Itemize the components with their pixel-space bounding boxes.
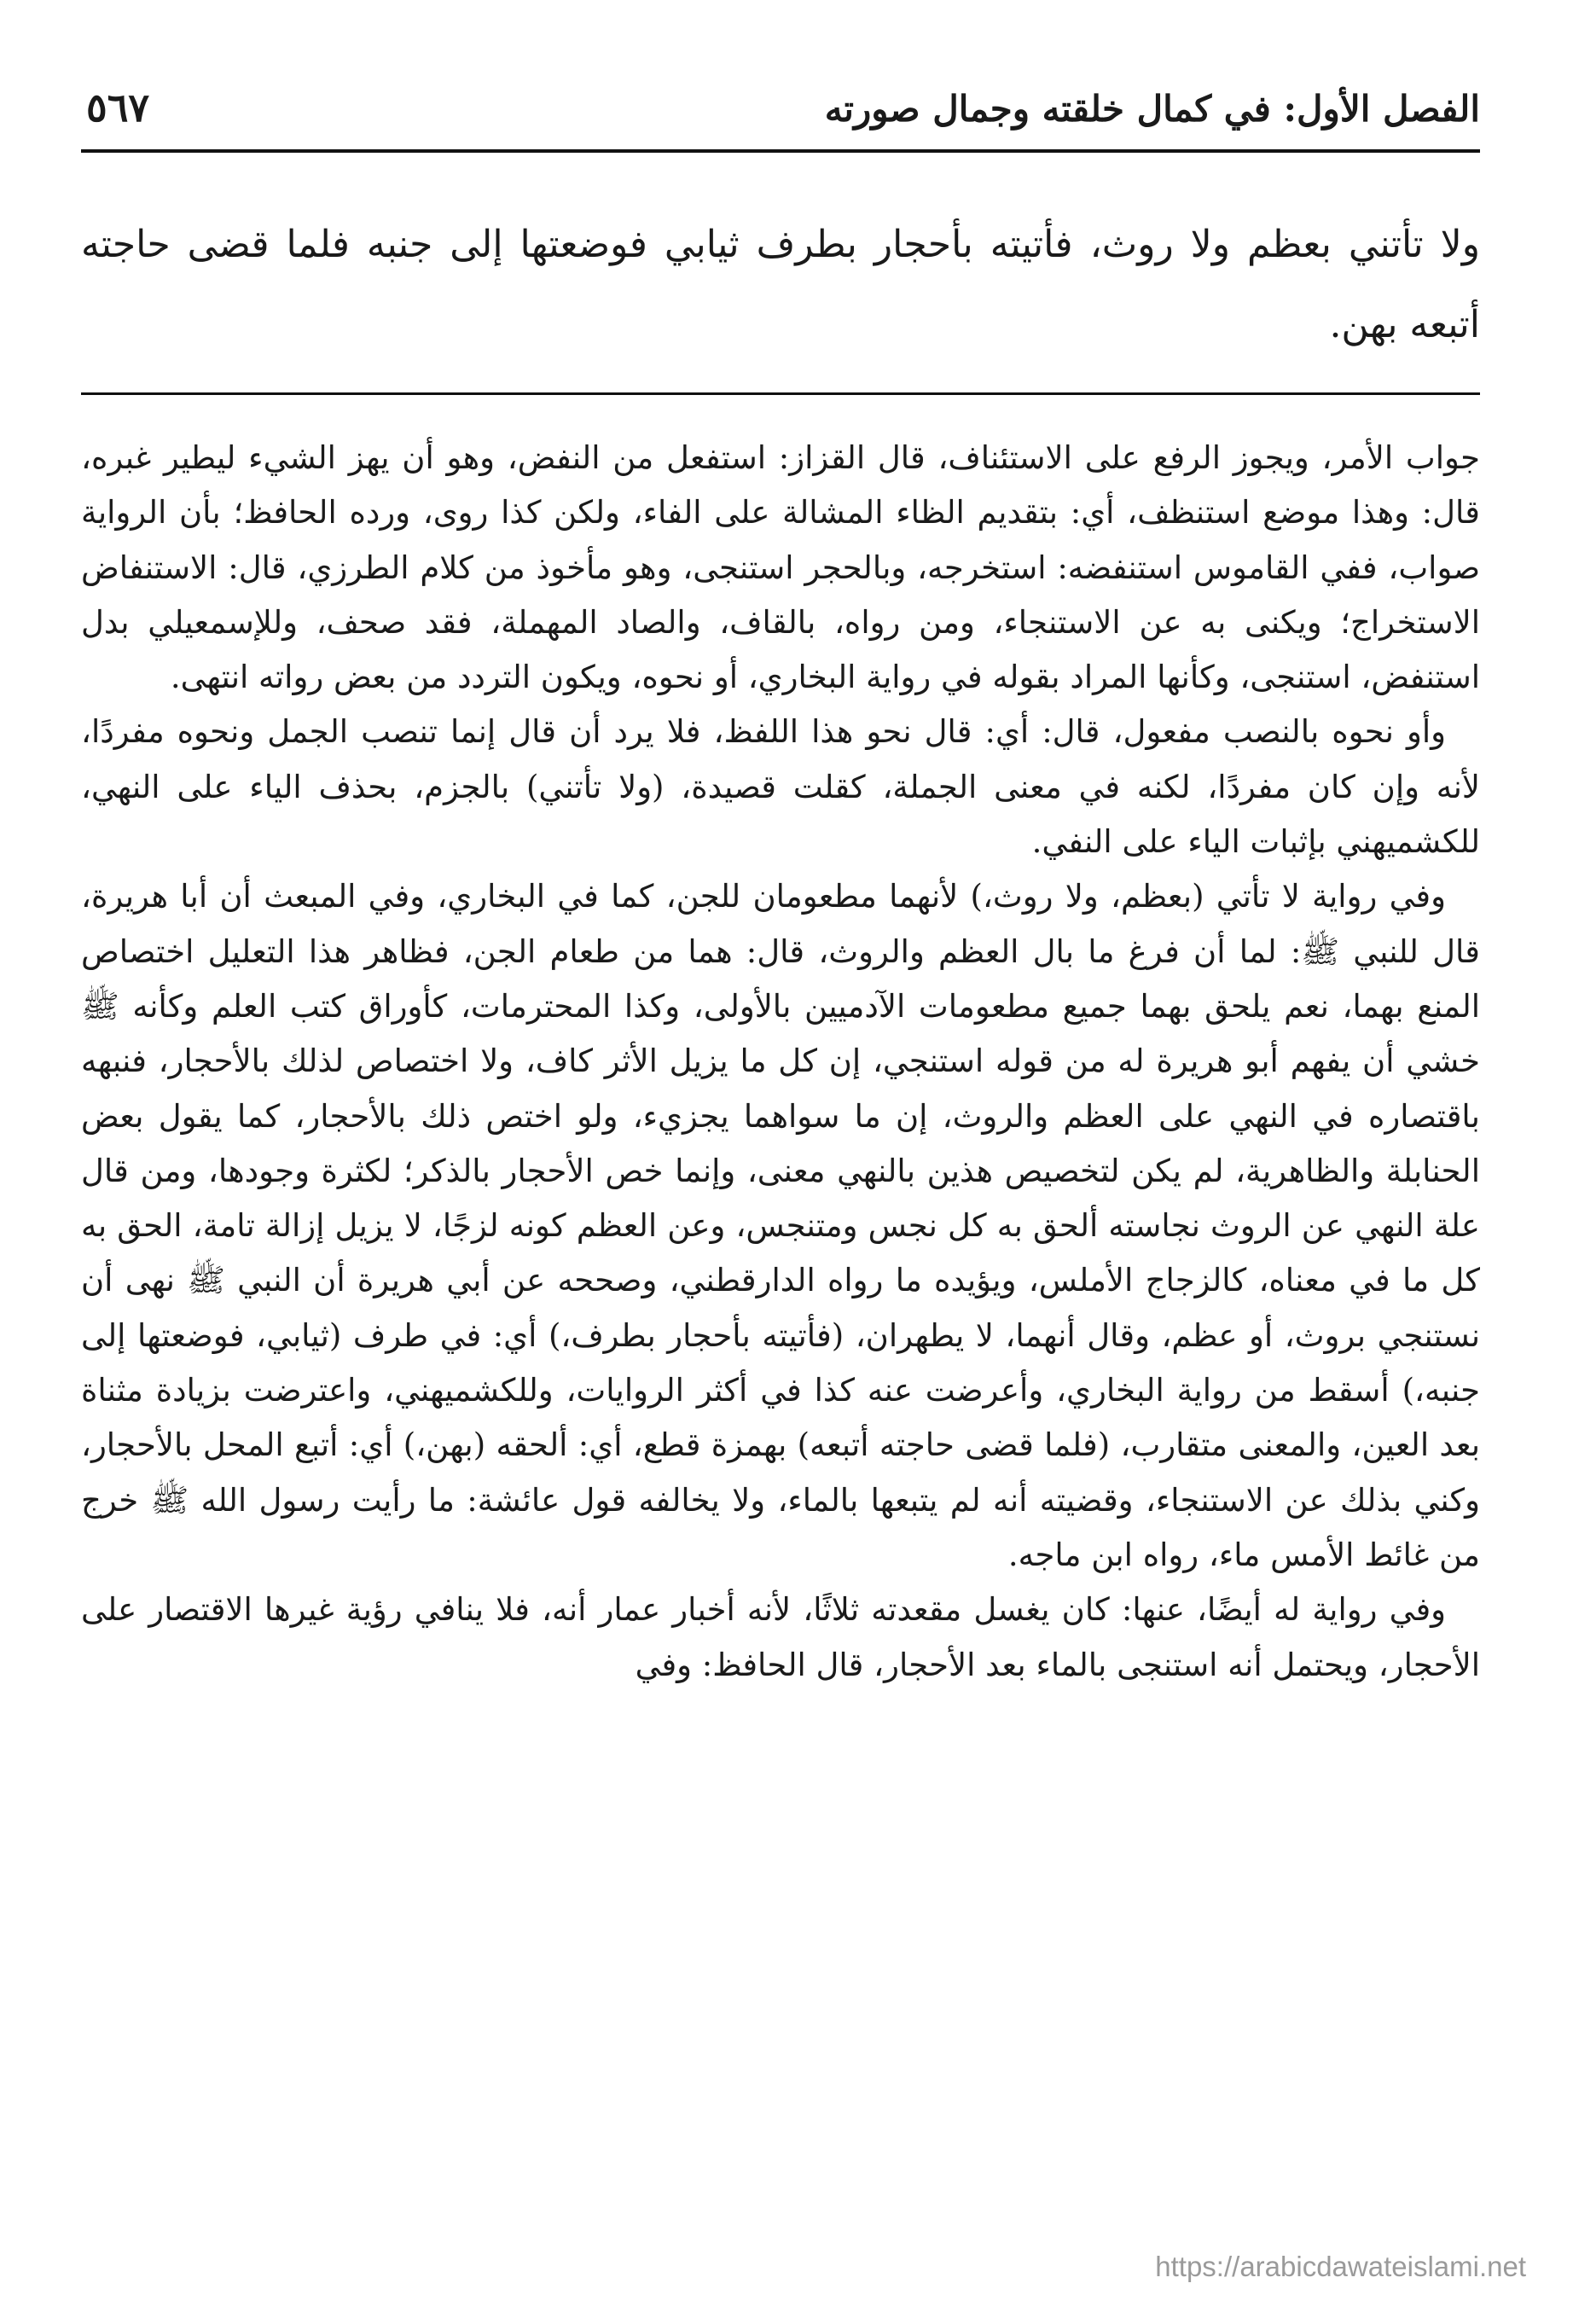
commentary [81, 431, 1480, 1693]
page-header [81, 81, 1480, 145]
book-page [81, 81, 1480, 2265]
page-number: ٥٦٧ [86, 84, 150, 131]
section-divider [81, 392, 1480, 395]
commentary-paragraph-3: وفي رواية لا تأتي (بعظم، ولا روث،) لأنهما مطعومان للجن، كما في البخاري، وفي المبعث أن أبا هريرة، قال للنبي ﷺ: لما أن فرغ ما بال العظم والروث، قال: هما من طعام الجن، فظاهر هذا التعليل اختصاص المنع بهما، نعم يلحق بهما جميع مطعومات الآدميين بالأولى، وكذا المحترمات، كأوراق كتب العلم وكأنه ﷺ خشي أن يفهم أبو هريرة له من قوله استنجي، إن كل ما يزيل الأثر كاف، ولا اختصاص لذلك بالأحجار، فنبهه باقتصاره في النهي على العظم والروث، إن ما سواهما يجزيء، ولو اختص ذلك بالأحجار، كما يقول بعض الحنابلة والظاهرية، لم يكن لتخصيص هذين بالنهي معنى، وإنما خص الأحجار بالذكر؛ لكثرة وجودها، ومن قال علة النهي عن الروث نجاسته ألحق به كل نجس ومتنجس، وعن العظم كونه لزجًا، لا يزيل إزالة تامة، الحق به كل ما في معناه، كالزجاج الأملس، ويؤيده ما رواه الدارقطني، وصححه عن أبي هريرة أن النبي ﷺ نهى أن نستنجي بروث، أو عظم، وقال أنهما، لا يطهران، (فأتيته بأحجار بطرف،) أي: في طرف (ثيابي، فوضعتها إلى جنبه،) أسقط من رواية البخاري، وأعرضت عنه كذا في أكثر الروايات، وللكشميهني، واعترضت بزيادة مثناة بعد العين، والمعنى متقارب، (فلما قضى حاجته أتبعه) بهمزة قطع، أي: ألحقه (بهن،) أي: أتبع المحل بالأحجار، وكني بذلك عن الاستنجاء، وقضيته أنه لم يتبعها بالماء، ولا يخالفه قول عائشة: ما رأيت رسول الله ﷺ خرج من غائط الأمس ماء، رواه ابن ماجه. [81, 878, 1480, 1573]
commentary-paragraph-4: وفي رواية له أيضًا، عنها: كان يغسل مقعدته ثلاثًا، لأنه أخبار عمار أنه، فلا ينافي رؤية غيرها الاقتصار على الأحجار، ويحتمل أنه استنجى بالماء بعد الأحجار، قال الحافظ: وفي [81, 1591, 1480, 1683]
hadith-text: ولا تأتني بعظم ولا روث، فأتيته بأحجار بطرف ثيابي فوضعتها إلى جنبه فلما قضى حاجته أتبعه بهن. [81, 223, 1480, 346]
commentary-paragraph-2: وأو نحوه بالنصب مفعول، قال: أي: قال نحو هذا اللفظ، فلا يرد أن قال إنما تنصب الجمل ونحوه مفردًا، لأنه وإن كان مفردًا، لكنه في معنى الجملة، كقلت قصيدة، (ولا تأتني) بالجزم، بحذف الياء على النهي، للكشميهني بإثبات الياء على النفي. [81, 713, 1480, 861]
watermark-url: https://arabicdawateislami.net [1155, 2251, 1526, 2282]
header-rule [81, 149, 1480, 153]
running-title: الفصل الأول: في كمال خلقته وجمال صورته [824, 88, 1480, 130]
commentary-paragraph-1: جواب الأمر، ويجوز الرفع على الاستئناف، قال القزاز: استفعل من النفض، وهو أن يهز الشيء ليطير غبره، قال: وهذا موضع استنظف، أي: بتقديم الظاء المشالة على الفاء، ولكن كذا روى، ورده الحافظ؛ بأن الرواية صواب، ففي القاموس استنفضه: استخرجه، وبالحجر استنجى، وهو مأخوذ من كلام الطرزي، قال: الاستنفاض الاستخراج؛ ويكنى به عن الاستنجاء، ومن رواه، بالقاف، والصاد المهملة، فقد صحف، وللإسمعيلي بدل استنفض، استنجى، وكأنها المراد بقوله في رواية البخاري، أو نحوه، ويكون التردد من بعض رواته انتهى. [81, 439, 1480, 696]
